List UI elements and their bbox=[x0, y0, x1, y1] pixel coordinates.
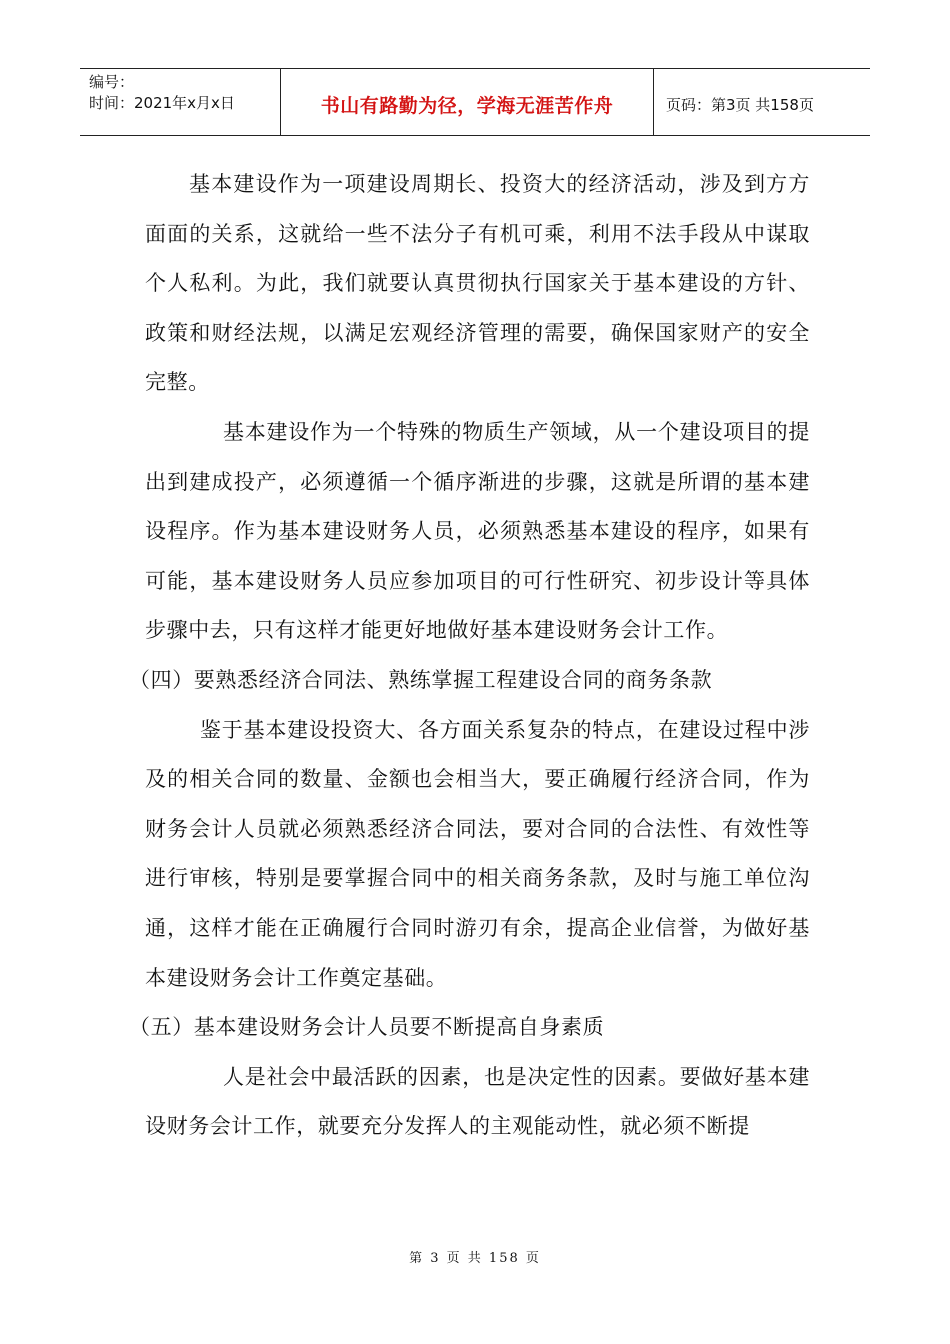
page-header bbox=[80, 68, 870, 136]
header-meta bbox=[80, 69, 281, 135]
paragraph: 基本建设作为一项建设周期长、投资大的经济活动，涉及到方方面面的关系，这就给一些不法分子有机可乘，利用不法手段从中谋取个人私利。为此，我们就要认真贯彻执行国家关于基本建设的方针、政策和财经法规，以满足宏观经济管理的需要，确保国家财产的安全完整。 bbox=[145, 172, 810, 395]
document-body bbox=[129, 160, 810, 1152]
section-heading: （四）要熟悉经济合同法、熟练掌握工程建设合同的商务条款 bbox=[129, 667, 713, 692]
header-page-info: 页码：第3页 共158页 bbox=[666, 95, 814, 114]
date-label: 时间：2021年x月x日 bbox=[89, 94, 235, 112]
header-motto: 书山有路勤为径，学海无涯苦作舟 bbox=[281, 69, 654, 135]
paragraph: 鉴于基本建设投资大、各方面关系复杂的特点，在建设过程中涉及的相关合同的数量、金额也会相当大，要正确履行经济合同，作为财务会计人员就必须熟悉经济合同法，要对合同的合法性、有效性等进行审核，特别是要掌握合同中的相关商务条款，及时与施工单位沟通，这样才能在正确履行合同时游刃有余，提高企业信誉，为做好基本建设财务会计工作奠定基础。 bbox=[145, 717, 810, 990]
section-heading: （五）基本建设财务会计人员要不断提高自身素质 bbox=[129, 1015, 605, 1040]
page-footer: 第 3 页 共 158 页 bbox=[409, 1251, 541, 1266]
number-label: 编号： bbox=[89, 73, 135, 91]
paragraph: 基本建设作为一个特殊的物质生产领域，从一个建设项目的提出到建成投产，必须遵循一个循序渐进的步骤，这就是所谓的基本建设程序。作为基本建设财务人员，必须熟悉基本建设的程序，如果有可能，基本建设财务人员应参加项目的可行性研究、初步设计等具体步骤中去，只有这样才能更好地做好基本建设财务会计工作。 bbox=[145, 419, 810, 643]
paragraph: 人是社会中最活跃的因素，也是决定性的因素。要做好基本建设财务会计工作，就要充分发挥人的主观能动性，就必须不断提 bbox=[145, 1064, 810, 1139]
